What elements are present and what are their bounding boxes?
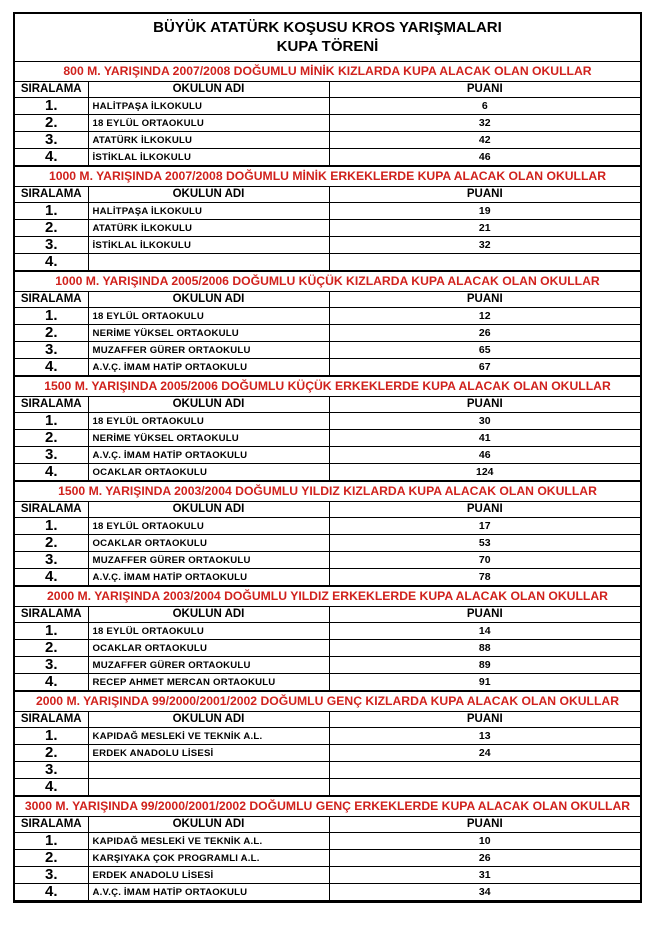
section-title: 2000 M. YARIŞINDA 2003/2004 DOĞUMLU YILDIZ ERKEKLERDE KUPA ALACAK OLAN OKULLAR (15, 587, 640, 607)
score-cell: 53 (329, 535, 640, 552)
document-title: BÜYÜK ATATÜRK KOŞUSU KROS YARIŞMALARI (153, 19, 502, 36)
rank-column-header: SIRALAMA (15, 187, 88, 203)
school-name-cell: A.V.Ç. İMAM HATİP ORTAOKULU (88, 884, 329, 901)
table-row (15, 674, 640, 691)
table-header-row (15, 607, 640, 623)
school-name-cell: 18 EYLÜL ORTAOKULU (88, 623, 329, 640)
school-name-cell: OCAKLAR ORTAOKULU (88, 640, 329, 657)
table-header-row (15, 292, 640, 308)
score-cell: 30 (329, 413, 640, 430)
rank-cell: 3. (15, 237, 88, 254)
results-table (15, 187, 640, 271)
score-column-header: PUANI (329, 607, 640, 623)
race-section (15, 482, 640, 587)
score-cell: 89 (329, 657, 640, 674)
school-name-cell: KAPIDAĞ MESLEKİ VE TEKNİK A.L. (88, 833, 329, 850)
rank-cell: 3. (15, 132, 88, 149)
table-row (15, 762, 640, 779)
document-header (15, 14, 640, 62)
school-name-cell: OCAKLAR ORTAOKULU (88, 535, 329, 552)
rank-cell: 4. (15, 359, 88, 376)
table-header-row (15, 817, 640, 833)
rank-cell: 2. (15, 850, 88, 867)
race-section (15, 167, 640, 272)
table-row (15, 867, 640, 884)
rank-cell: 2. (15, 325, 88, 342)
school-name-cell: ATATÜRK İLKOKULU (88, 132, 329, 149)
table-row (15, 237, 640, 254)
school-name-cell: 18 EYLÜL ORTAOKULU (88, 518, 329, 535)
table-row (15, 342, 640, 359)
table-row (15, 569, 640, 586)
rank-column-header: SIRALAMA (15, 82, 88, 98)
table-row (15, 552, 640, 569)
school-name-cell: İSTİKLAL İLKOKULU (88, 237, 329, 254)
score-column-header: PUANI (329, 187, 640, 203)
rank-cell: 4. (15, 779, 88, 796)
score-cell: 24 (329, 745, 640, 762)
rank-cell: 4. (15, 674, 88, 691)
rank-cell: 3. (15, 762, 88, 779)
school-name-cell: İSTİKLAL İLKOKULU (88, 149, 329, 166)
rank-cell: 1. (15, 728, 88, 745)
results-table (15, 712, 640, 796)
section-title: 1000 M. YARIŞINDA 2005/2006 DOĞUMLU KÜÇÜK KIZLARDA KUPA ALACAK OLAN OKULLAR (15, 272, 640, 292)
rank-cell: 2. (15, 430, 88, 447)
section-title: 800 M. YARIŞINDA 2007/2008 DOĞUMLU MİNİK KIZLARDA KUPA ALACAK OLAN OKULLAR (15, 62, 640, 82)
score-cell: 26 (329, 325, 640, 342)
table-row (15, 447, 640, 464)
table-row (15, 115, 640, 132)
table-row (15, 220, 640, 237)
table-row (15, 657, 640, 674)
race-section (15, 587, 640, 692)
table-row (15, 728, 640, 745)
table-row (15, 535, 640, 552)
score-cell (329, 779, 640, 796)
race-section (15, 377, 640, 482)
score-cell: 46 (329, 149, 640, 166)
score-cell: 14 (329, 623, 640, 640)
school-column-header: OKULUN ADI (88, 502, 329, 518)
table-row (15, 884, 640, 901)
table-row (15, 518, 640, 535)
table-header-row (15, 712, 640, 728)
school-column-header: OKULUN ADI (88, 397, 329, 413)
score-cell (329, 762, 640, 779)
score-cell: 32 (329, 115, 640, 132)
table-row (15, 745, 640, 762)
school-name-cell: A.V.Ç. İMAM HATİP ORTAOKULU (88, 569, 329, 586)
school-column-header: OKULUN ADI (88, 607, 329, 623)
table-row (15, 623, 640, 640)
rank-column-header: SIRALAMA (15, 397, 88, 413)
school-column-header: OKULUN ADI (88, 292, 329, 308)
school-name-cell: KARŞIYAKA ÇOK PROGRAMLI A.L. (88, 850, 329, 867)
score-column-header: PUANI (329, 292, 640, 308)
rank-cell: 3. (15, 447, 88, 464)
school-name-cell (88, 762, 329, 779)
rank-cell: 2. (15, 220, 88, 237)
results-table (15, 502, 640, 586)
table-header-row (15, 397, 640, 413)
school-name-cell: A.V.Ç. İMAM HATİP ORTAOKULU (88, 447, 329, 464)
sections-container (15, 62, 640, 901)
score-cell: 88 (329, 640, 640, 657)
race-section (15, 692, 640, 797)
table-row (15, 132, 640, 149)
school-name-cell: OCAKLAR ORTAOKULU (88, 464, 329, 481)
table-row (15, 203, 640, 220)
score-cell: 26 (329, 850, 640, 867)
table-row (15, 413, 640, 430)
rank-cell: 2. (15, 115, 88, 132)
score-cell: 34 (329, 884, 640, 901)
score-cell: 78 (329, 569, 640, 586)
score-cell (329, 254, 640, 271)
rank-cell: 2. (15, 535, 88, 552)
table-row (15, 308, 640, 325)
table-row (15, 833, 640, 850)
table-row (15, 98, 640, 115)
score-cell: 70 (329, 552, 640, 569)
score-cell: 65 (329, 342, 640, 359)
table-header-row (15, 187, 640, 203)
race-section (15, 62, 640, 167)
results-table (15, 607, 640, 691)
results-table (15, 82, 640, 166)
score-cell: 19 (329, 203, 640, 220)
school-name-cell: MUZAFFER GÜRER ORTAOKULU (88, 552, 329, 569)
rank-cell: 4. (15, 464, 88, 481)
results-table (15, 292, 640, 376)
document-subtitle: KUPA TÖRENİ (276, 38, 379, 55)
school-name-cell: MUZAFFER GÜRER ORTAOKULU (88, 342, 329, 359)
rank-cell: 1. (15, 518, 88, 535)
score-column-header: PUANI (329, 712, 640, 728)
rank-cell: 2. (15, 640, 88, 657)
rank-cell: 3. (15, 552, 88, 569)
rank-cell: 4. (15, 149, 88, 166)
section-title: 1000 M. YARIŞINDA 2007/2008 DOĞUMLU MİNİK ERKEKLERDE KUPA ALACAK OLAN OKULLAR (15, 167, 640, 187)
school-name-cell: MUZAFFER GÜRER ORTAOKULU (88, 657, 329, 674)
results-table (15, 817, 640, 901)
school-column-header: OKULUN ADI (88, 817, 329, 833)
table-row (15, 149, 640, 166)
score-cell: 13 (329, 728, 640, 745)
rank-cell: 1. (15, 833, 88, 850)
school-column-header: OKULUN ADI (88, 187, 329, 203)
results-table (15, 397, 640, 481)
school-name-cell: 18 EYLÜL ORTAOKULU (88, 115, 329, 132)
school-name-cell: NERİME YÜKSEL ORTAOKULU (88, 325, 329, 342)
score-cell: 21 (329, 220, 640, 237)
school-name-cell: 18 EYLÜL ORTAOKULU (88, 413, 329, 430)
score-column-header: PUANI (329, 502, 640, 518)
race-section (15, 272, 640, 377)
rank-cell: 1. (15, 623, 88, 640)
table-row (15, 640, 640, 657)
rank-column-header: SIRALAMA (15, 502, 88, 518)
school-name-cell: 18 EYLÜL ORTAOKULU (88, 308, 329, 325)
table-row (15, 779, 640, 796)
score-column-header: PUANI (329, 82, 640, 98)
table-header-row (15, 502, 640, 518)
school-name-cell: ERDEK ANADOLU LİSESİ (88, 745, 329, 762)
score-cell: 17 (329, 518, 640, 535)
score-column-header: PUANI (329, 817, 640, 833)
section-title: 1500 M. YARIŞINDA 2003/2004 DOĞUMLU YILDIZ KIZLARDA KUPA ALACAK OLAN OKULLAR (15, 482, 640, 502)
score-cell: 32 (329, 237, 640, 254)
score-cell: 67 (329, 359, 640, 376)
score-cell: 6 (329, 98, 640, 115)
table-row (15, 359, 640, 376)
school-name-cell: A.V.Ç. İMAM HATİP ORTAOKULU (88, 359, 329, 376)
race-section (15, 797, 640, 901)
results-sheet (13, 12, 642, 903)
rank-column-header: SIRALAMA (15, 712, 88, 728)
school-name-cell: KAPIDAĞ MESLEKİ VE TEKNİK A.L. (88, 728, 329, 745)
section-title: 1500 M. YARIŞINDA 2005/2006 DOĞUMLU KÜÇÜK ERKEKLERDE KUPA ALACAK OLAN OKULLAR (15, 377, 640, 397)
score-cell: 12 (329, 308, 640, 325)
rank-cell: 4. (15, 569, 88, 586)
rank-cell: 3. (15, 342, 88, 359)
score-cell: 91 (329, 674, 640, 691)
school-column-header: OKULUN ADI (88, 82, 329, 98)
rank-column-header: SIRALAMA (15, 292, 88, 308)
rank-cell: 1. (15, 98, 88, 115)
section-title: 3000 M. YARIŞINDA 99/2000/2001/2002 DOĞUMLU GENÇ ERKEKLERDE KUPA ALACAK OLAN OKULLAR (15, 797, 640, 817)
table-header-row (15, 82, 640, 98)
school-name-cell (88, 254, 329, 271)
score-cell: 31 (329, 867, 640, 884)
school-name-cell: HALİTPAŞA İLKOKULU (88, 98, 329, 115)
school-name-cell (88, 779, 329, 796)
school-name-cell: HALİTPAŞA İLKOKULU (88, 203, 329, 220)
score-cell: 42 (329, 132, 640, 149)
school-name-cell: ATATÜRK İLKOKULU (88, 220, 329, 237)
rank-cell: 3. (15, 657, 88, 674)
school-name-cell: ERDEK ANADOLU LİSESİ (88, 867, 329, 884)
table-row (15, 254, 640, 271)
table-row (15, 464, 640, 481)
school-name-cell: RECEP AHMET MERCAN ORTAOKULU (88, 674, 329, 691)
score-cell: 10 (329, 833, 640, 850)
table-row (15, 325, 640, 342)
school-column-header: OKULUN ADI (88, 712, 329, 728)
rank-cell: 1. (15, 413, 88, 430)
score-cell: 46 (329, 447, 640, 464)
rank-cell: 4. (15, 254, 88, 271)
rank-cell: 3. (15, 867, 88, 884)
rank-column-header: SIRALAMA (15, 817, 88, 833)
rank-cell: 1. (15, 308, 88, 325)
score-cell: 41 (329, 430, 640, 447)
rank-cell: 4. (15, 884, 88, 901)
table-row (15, 850, 640, 867)
rank-column-header: SIRALAMA (15, 607, 88, 623)
section-title: 2000 M. YARIŞINDA 99/2000/2001/2002 DOĞUMLU GENÇ KIZLARDA KUPA ALACAK OLAN OKULLAR (15, 692, 640, 712)
rank-cell: 2. (15, 745, 88, 762)
school-name-cell: NERİME YÜKSEL ORTAOKULU (88, 430, 329, 447)
score-column-header: PUANI (329, 397, 640, 413)
rank-cell: 1. (15, 203, 88, 220)
table-row (15, 430, 640, 447)
score-cell: 124 (329, 464, 640, 481)
